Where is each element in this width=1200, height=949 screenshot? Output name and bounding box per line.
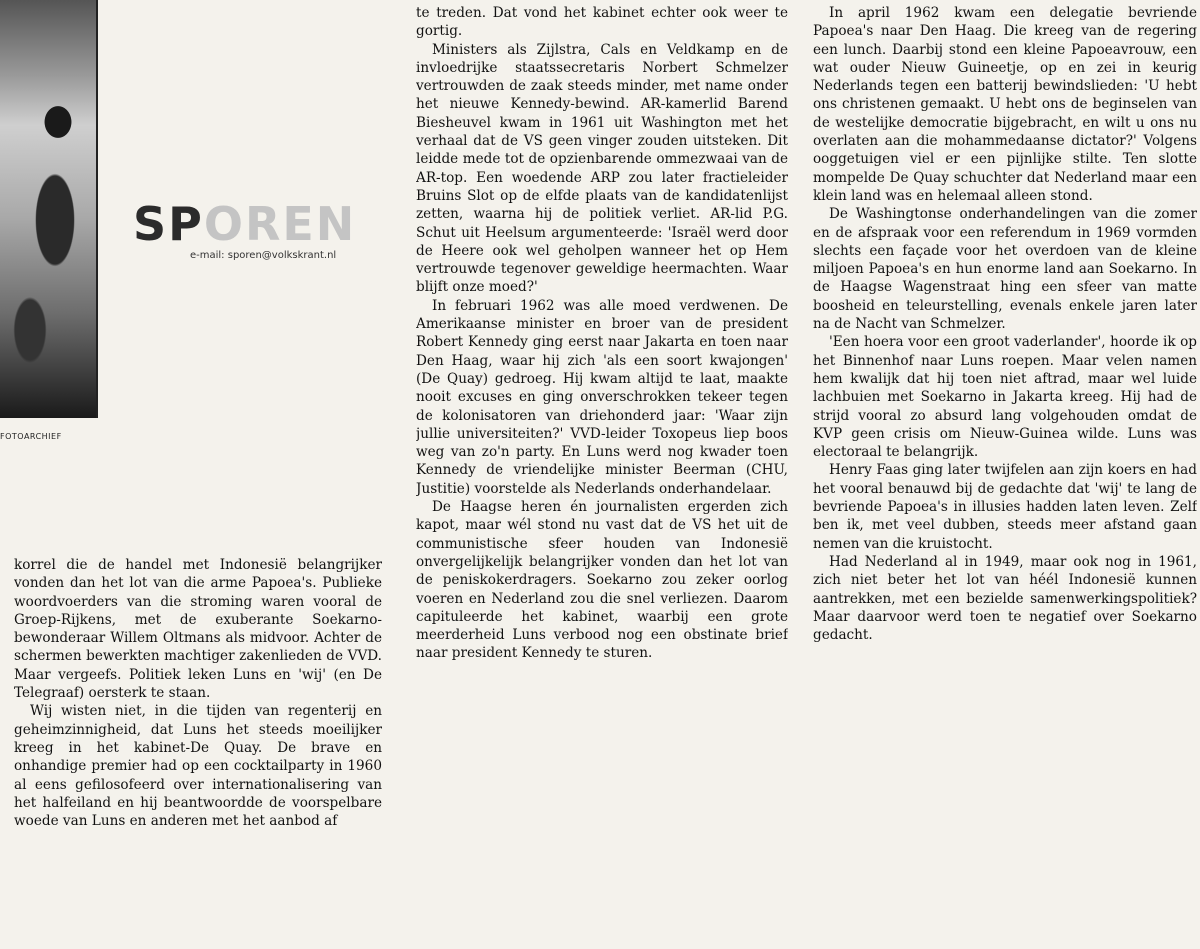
sporen-logo (133, 197, 388, 251)
paragraph: te treden. Dat vond het kabinet echter ook weer te gortig. (416, 5, 788, 40)
paragraph: De Haagse heren én journalisten ergerden zich kapot, maar wél stond nu vast dat de VS het uit de communistische sfeer houden van Indonesië onvergelijkelijk belangrijker vonden dan het lot van de peniskokerdragers. Soekarno zou zeker oorlog voeren en Nederland zou die snel verliezen. Daarom capituleerde het kabinet, waarbij een grote meerderheid Luns verbood nog een obstinate brief naar president Kennedy te sturen. (416, 499, 788, 662)
paragraph: 'Een hoera voor een groot vaderlander', hoorde ik op het Binnenhof naar Luns roepen. Maar velen namen hem kwalijk dat hij toen niet aftrad, maar wel luide lachbuien met Soekarno in Jakarta kreeg. Hij had de strijd vooral zo absurd lang volgehouden omdat de KVP geen crisis om Nieuw-Guinea wilde. Luns was electoraal te belangrijk. (813, 334, 1197, 461)
paragraph: In april 1962 kwam een delegatie bevriende Papoea's naar Den Haag. Die kreeg van de regering een lunch. Daarbij stond een kleine Papoeavrouw, een wat ouder Nieuw Guineetje, op en zei in keurig Nederlands tegen een batterij bewindslieden: 'U hebt ons christenen gemaakt. U hebt ons de beginselen van de westelijke democratie bijgebracht, en wilt u ons nu overlaten aan die mohammedaanse dictator?' Volgens ooggetuigen viel er een pijnlijke stilte. Ten slotte mompelde De Quay schuchter dat Nederland maar een klein land was en helemaal alleen stond. (813, 5, 1197, 204)
paragraph: korrel die de handel met Indonesië belangrijker vonden dan het lot van die arme Papoea's. Publieke woordvoerders van die stroming waren vooral de Groep-Rijkens, met de exuberante Soekarno-bewonderaar Willem Oltmans als midvoor. Achter de schermen bewerkten machtiger zakenlieden de VVD. Maar vergeefs. Politiek leken Luns en 'wij' (en De Telegraaf) oersterk te staan. (14, 557, 382, 702)
paragraph: In februari 1962 was alle moed verdwenen. De Amerikaanse minister en broer van de president Robert Kennedy ging eerst naar Jakarta en toen naar Den Haag, waar hij zich 'als een soort kwajongen' (De Quay) gedroeg. Hij kwam altijd te laat, maakte nooit excuses en ging onverschrokken tekeer tegen de kolonisatoren van driehonderd jaar: 'Waar zijn jullie universiteiten?' VVD-leider Toxopeus liep boos weg van zo'n party. En Luns werd nog kwader toen Kennedy de vriendelijke minister Beerman (CHU, Justitie) voorstelde als Nederlands onderhandelaar. (416, 297, 788, 497)
email-address: e-mail: sporen@volkskrant.nl (190, 250, 337, 261)
article-column-1 (14, 556, 382, 949)
archive-photo (0, 0, 98, 418)
paragraph: Ministers als Zijlstra, Cals en Veldkamp en de invloedrijke staatssecretaris Norbert Schmelzer vertrouwden de zaak steeds minder, met name onder het nieuwe Kennedy-bewind. AR-kamerlid Barend Biesheuvel kwam in 1961 uit Washington met het verhaal dat de VS geen vinger zouden uitsteken. Dit leidde mede tot de opzienbarende ommezwaai van de AR-top. Een woedende ARP zou later fractieleider Bruins Slot op de elfde plaats van de kandidatenlijst zetten, waarna hij de politiek verliet. AR-lid P.G. Schut uit Heelsum argumenteerde: 'Israël werd door de Heere ook wel geholpen wanneer het op Hem vertrouwde tegenover geweldige heermachten. Waar blijft onze moed?' (416, 41, 788, 296)
article-column-3 (813, 4, 1197, 949)
paragraph: Had Nederland al in 1949, maar ook nog in 1961, zich niet beter het lot van héél Indonesië kunnen aantrekken, met een bezielde samenwerkingspolitiek? Maar daarvoor werd toen te negatief over Soekarno gedacht. (813, 553, 1197, 644)
logo-dark-part: SP (133, 197, 204, 251)
photo-credit: FOTOARCHIEF (0, 432, 62, 441)
article-column-2 (416, 4, 788, 949)
logo-light-part: OREN (203, 197, 357, 251)
paragraph: De Washingtonse onderhandelingen van die zomer en de afspraak voor een referendum in 1969 vormden slechts een façade voor het overdoen van de kleine miljoen Papoea's en hun enorme land aan Soekarno. In de Haagse Wagenstraat hing een sfeer van matte boosheid en teleurstelling, evenals enkele jaren later na de Nacht van Schmelzer. (813, 206, 1197, 333)
paragraph: Henry Faas ging later twijfelen aan zijn koers en had het vooral benauwd bij de gedachte dat 'wij' te lang de bevriende Papoea's in illusies hadden laten leven. Zelf ben ik, met veel dubben, steeds meer afstand gaan nemen van die kruistocht. (813, 462, 1197, 552)
paragraph: Wij wisten niet, in die tijden van regenterij en geheimzinnigheid, dat Luns het steeds moeilijker kreeg in het kabinet-De Quay. De brave en onhandige premier had op een cocktailparty in 1960 al eens gefilosofeerd over internationalisering van het halfeiland en hij beantwoordde de voorspelbare woede van Luns en anderen met het aanbod af (14, 703, 382, 830)
